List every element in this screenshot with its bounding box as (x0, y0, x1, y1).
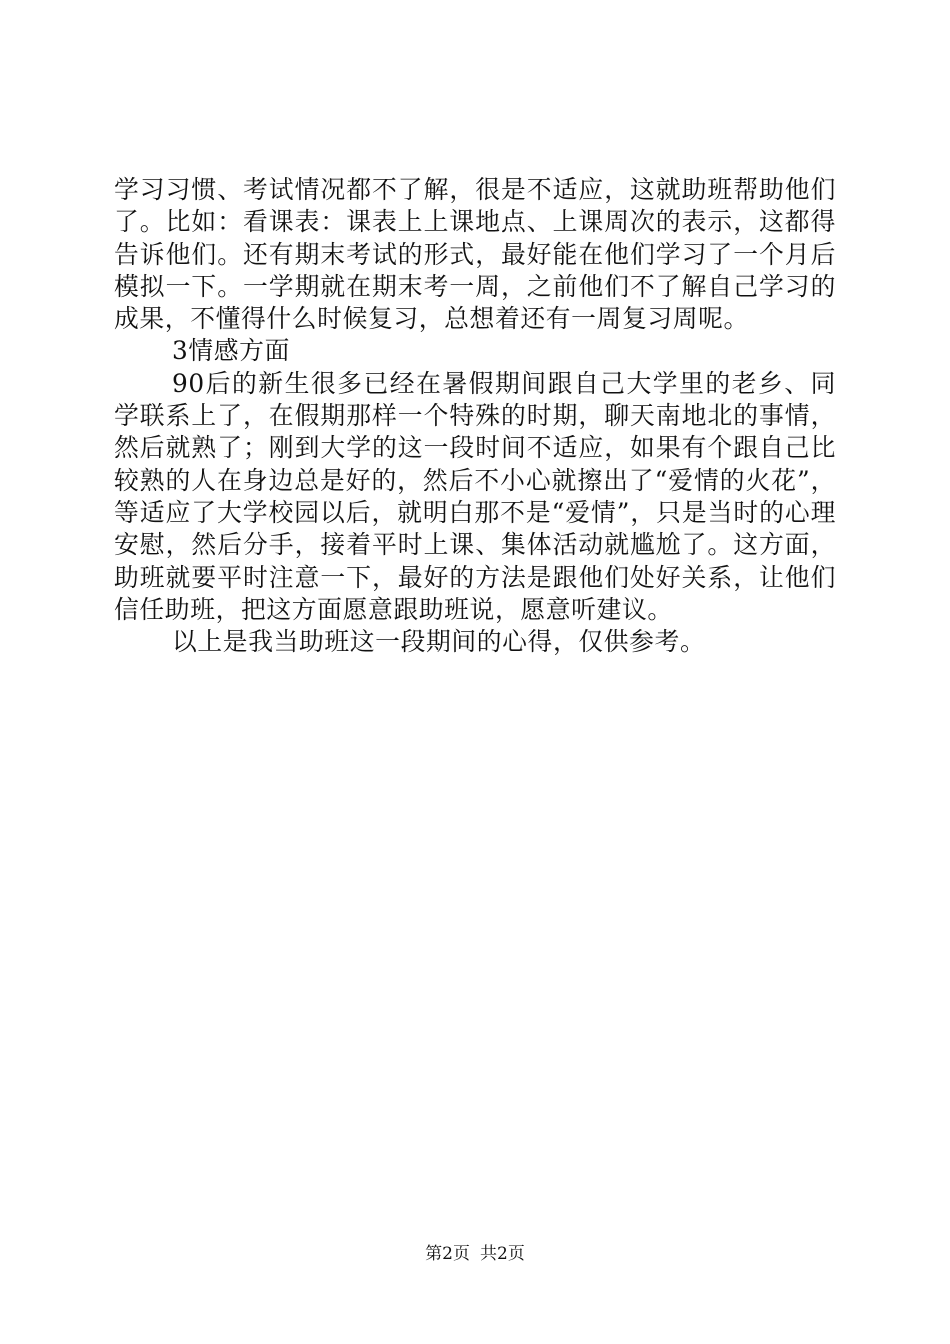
paragraph-1: 学习习惯、考试情况都不了解，很是不适应，这就助班帮助他们了。比如：看课表：课表上上课地点、上课周次的表示，这都得告诉他们。还有期末考试的形式，最好能在他们学习了一个月后模拟一下。一学期就在期末考一周，之前他们不了解自己学习的成果，不懂得什么时候复习，总想着还有一周复习周呢。 (114, 175, 836, 334)
document-body (114, 174, 836, 658)
page-number: 第2页 (425, 1244, 470, 1264)
paragraph-3: 以上是我当助班这一段期间的心得，仅供参考。 (172, 627, 706, 657)
page-total: 共2页 (480, 1244, 525, 1264)
page-footer (0, 1242, 950, 1266)
paragraph-2: 90后的新生很多已经在暑假期间跟自己大学里的老乡、同学联系上了，在假期那样一个特殊的时期，聊天南地北的事情，然后就熟了；刚到大学的这一段时间不适应，如果有个跟自己比较熟的人在身边总是好的，然后不小心就擦出了“爱情的火花”，等适应了大学校园以后，就明白那不是“爱情”，只是当时的心理安慰，然后分手，接着平时上课、集体活动就尴尬了。这方面，助班就要平时注意一下，最好的方法是跟他们处好关系，让他们信任助班，把这方面愿意跟助班说，愿意听建议。 (114, 368, 836, 624)
section-heading-emotion: 3情感方面 (172, 336, 290, 366)
